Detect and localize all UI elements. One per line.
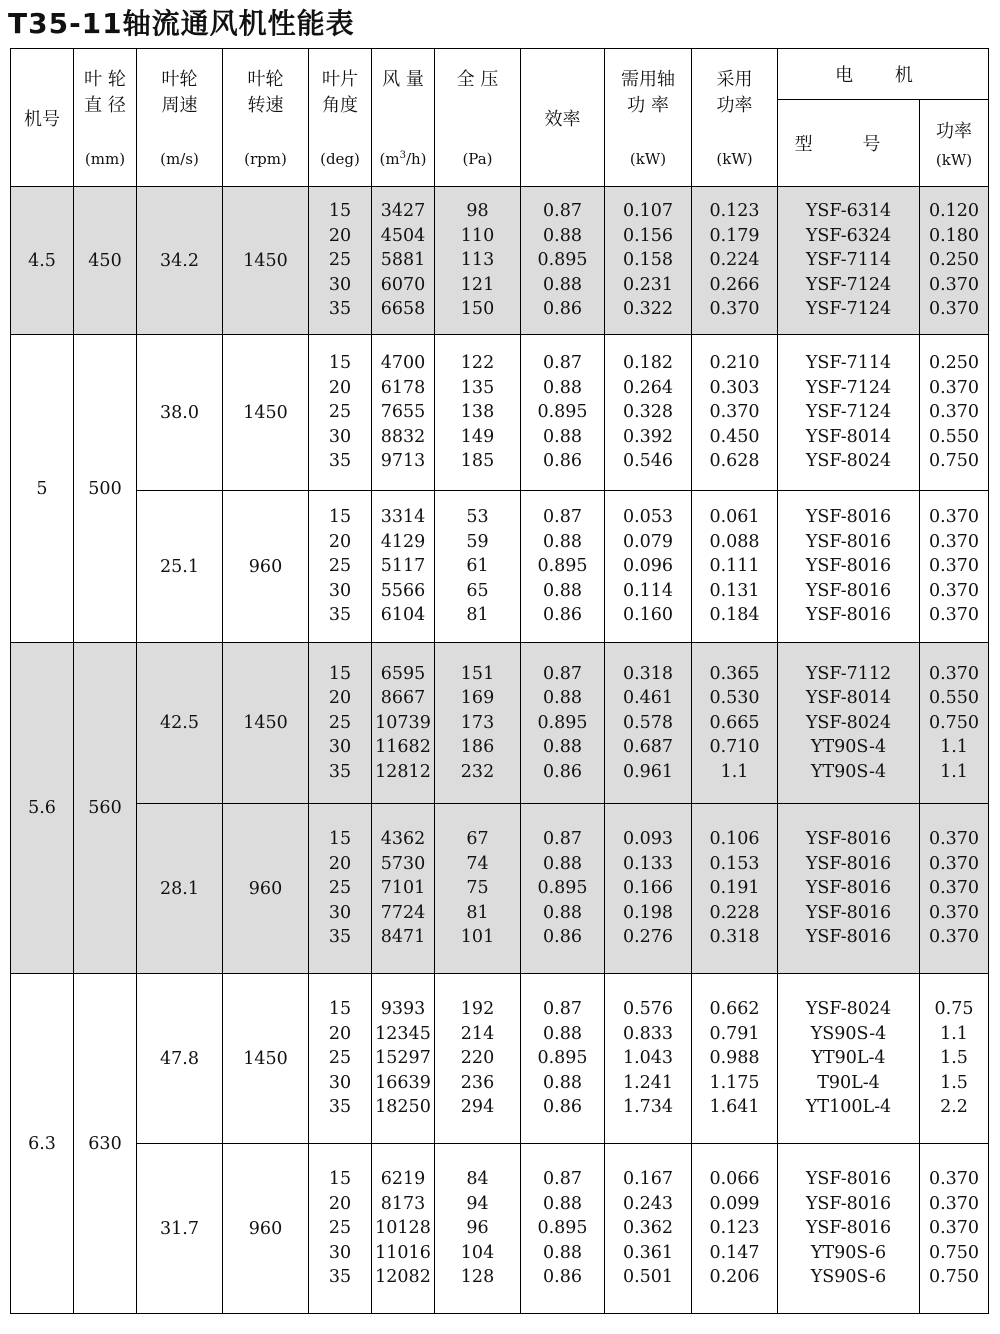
header-efficiency: 效率 <box>521 49 605 187</box>
table-row <box>11 491 989 643</box>
table-header <box>11 49 989 187</box>
header-blade-angle: 叶片 角度 (deg) <box>309 49 372 187</box>
motor-power-cell: 0.120 0.180 0.250 0.370 0.370 <box>920 187 989 335</box>
pressure-cell: 53 59 61 65 81 <box>435 491 521 643</box>
pressure-cell: 67 74 75 81 101 <box>435 804 521 974</box>
rpm-cell: 1450 <box>223 974 309 1144</box>
pressure-cell: 192 214 220 236 294 <box>435 974 521 1144</box>
header-motor: 电 机 <box>778 49 989 100</box>
motor-model-cell: YSF-6314 YSF-6324 YSF-7114 YSF-7124 YSF-7124 <box>778 187 920 335</box>
rpm-cell: 1450 <box>223 187 309 335</box>
angles-cell: 15 20 25 30 35 <box>309 643 372 804</box>
table-row <box>11 335 989 491</box>
diameter-cell: 450 <box>74 187 137 335</box>
angles-cell: 15 20 25 30 35 <box>309 974 372 1144</box>
required-power-cell: 0.576 0.833 1.043 1.241 1.734 <box>605 974 692 1144</box>
machine-no-cell: 5.6 <box>11 643 74 974</box>
airflow-cell: 3314 4129 5117 5566 6104 <box>372 491 435 643</box>
machine-no-cell: 6.3 <box>11 974 74 1314</box>
motor-power-cell: 0.250 0.370 0.370 0.550 0.750 <box>920 335 989 491</box>
motor-model-cell: YSF-7112 YSF-8014 YSF-8024 YT90S-4 YT90S-4 <box>778 643 920 804</box>
rpm-cell: 1450 <box>223 643 309 804</box>
header-airflow: 风 量 $(m^3/h)$ <box>372 49 435 187</box>
motor-power-cell: 0.75 1.1 1.5 1.5 2.2 <box>920 974 989 1144</box>
tip-speed-cell: 42.5 <box>137 643 223 804</box>
required-power-cell: 0.093 0.133 0.166 0.198 0.276 <box>605 804 692 974</box>
header-motor-power: 功率 (kW) <box>920 100 989 187</box>
tip-speed-cell: 38.0 <box>137 335 223 491</box>
pressure-cell: 122 135 138 149 185 <box>435 335 521 491</box>
tip-speed-cell: 47.8 <box>137 974 223 1144</box>
machine-no-cell: 4.5 <box>11 187 74 335</box>
angles-cell: 15 20 25 30 35 <box>309 804 372 974</box>
motor-model-cell: YSF-8016 YSF-8016 YSF-8016 YSF-8016 YSF-8016 <box>778 804 920 974</box>
motor-power-cell: 0.370 0.370 0.370 0.370 0.370 <box>920 491 989 643</box>
header-tip-speed: 叶轮 周速 (m/s) <box>137 49 223 187</box>
header-total-pressure: 全 压 (Pa) <box>435 49 521 187</box>
performance-table <box>10 48 989 1314</box>
header-adopted-power: 采用 功率 (kW) <box>692 49 778 187</box>
header-machine-no: 机号 <box>11 49 74 187</box>
pressure-cell: 98 110 113 121 150 <box>435 187 521 335</box>
rpm-cell: 960 <box>223 804 309 974</box>
machine-no-cell: 5 <box>11 335 74 643</box>
airflow-cell: 3427 4504 5881 6070 6658 <box>372 187 435 335</box>
efficiency-cell: 0.87 0.88 0.895 0.88 0.86 <box>521 491 605 643</box>
angles-cell: 15 20 25 30 35 <box>309 1144 372 1314</box>
table-row <box>11 643 989 804</box>
adopted-power-cell: 0.365 0.530 0.665 0.710 1.1 <box>692 643 778 804</box>
header-rotation-speed: 叶轮 转速 (rpm) <box>223 49 309 187</box>
airflow-cell: 9393 12345 15297 16639 18250 <box>372 974 435 1144</box>
table-row <box>11 1144 989 1314</box>
efficiency-cell: 0.87 0.88 0.895 0.88 0.86 <box>521 335 605 491</box>
efficiency-cell: 0.87 0.88 0.895 0.88 0.86 <box>521 643 605 804</box>
header-diameter: 叶 轮 直 径 (mm) <box>74 49 137 187</box>
tip-speed-cell: 34.2 <box>137 187 223 335</box>
required-power-cell: 0.318 0.461 0.578 0.687 0.961 <box>605 643 692 804</box>
required-power-cell: 0.053 0.079 0.096 0.114 0.160 <box>605 491 692 643</box>
motor-model-cell: YSF-7114 YSF-7124 YSF-7124 YSF-8014 YSF-8024 <box>778 335 920 491</box>
tip-speed-cell: 28.1 <box>137 804 223 974</box>
efficiency-cell: 0.87 0.88 0.895 0.88 0.86 <box>521 187 605 335</box>
required-power-cell: 0.167 0.243 0.362 0.361 0.501 <box>605 1144 692 1314</box>
rpm-cell: 960 <box>223 1144 309 1314</box>
page-title: T35-11轴流通风机性能表 <box>8 7 355 40</box>
airflow-cell: 4362 5730 7101 7724 8471 <box>372 804 435 974</box>
efficiency-cell: 0.87 0.88 0.895 0.88 0.86 <box>521 1144 605 1314</box>
efficiency-cell: 0.87 0.88 0.895 0.88 0.86 <box>521 974 605 1144</box>
airflow-cell: 6595 8667 10739 11682 12812 <box>372 643 435 804</box>
header-required-power: 需用轴 功 率 (kW) <box>605 49 692 187</box>
adopted-power-cell: 0.106 0.153 0.191 0.228 0.318 <box>692 804 778 974</box>
efficiency-cell: 0.87 0.88 0.895 0.88 0.86 <box>521 804 605 974</box>
angles-cell: 15 20 25 30 35 <box>309 491 372 643</box>
motor-model-cell: YSF-8016 YSF-8016 YSF-8016 YSF-8016 YSF-8016 <box>778 491 920 643</box>
table-row <box>11 804 989 974</box>
adopted-power-cell: 0.123 0.179 0.224 0.266 0.370 <box>692 187 778 335</box>
adopted-power-cell: 0.066 0.099 0.123 0.147 0.206 <box>692 1144 778 1314</box>
required-power-cell: 0.182 0.264 0.328 0.392 0.546 <box>605 335 692 491</box>
header-motor-model: 型 号 <box>778 100 920 187</box>
adopted-power-cell: 0.061 0.088 0.111 0.131 0.184 <box>692 491 778 643</box>
adopted-power-cell: 0.662 0.791 0.988 1.175 1.641 <box>692 974 778 1144</box>
motor-model-cell: YSF-8016 YSF-8016 YSF-8016 YT90S-6 YS90S-6 <box>778 1144 920 1314</box>
adopted-power-cell: 0.210 0.303 0.370 0.450 0.628 <box>692 335 778 491</box>
motor-power-cell: 0.370 0.550 0.750 1.1 1.1 <box>920 643 989 804</box>
pressure-cell: 151 169 173 186 232 <box>435 643 521 804</box>
rpm-cell: 1450 <box>223 335 309 491</box>
airflow-cell: 4700 6178 7655 8832 9713 <box>372 335 435 491</box>
pressure-cell: 84 94 96 104 128 <box>435 1144 521 1314</box>
table-row <box>11 974 989 1144</box>
motor-power-cell: 0.370 0.370 0.370 0.750 0.750 <box>920 1144 989 1314</box>
required-power-cell: 0.107 0.156 0.158 0.231 0.322 <box>605 187 692 335</box>
angles-cell: 15 20 25 30 35 <box>309 187 372 335</box>
motor-power-cell: 0.370 0.370 0.370 0.370 0.370 <box>920 804 989 974</box>
diameter-cell: 560 <box>74 643 137 974</box>
angles-cell: 15 20 25 30 35 <box>309 335 372 491</box>
diameter-cell: 500 <box>74 335 137 643</box>
diameter-cell: 630 <box>74 974 137 1314</box>
rpm-cell: 960 <box>223 491 309 643</box>
tip-speed-cell: 31.7 <box>137 1144 223 1314</box>
tip-speed-cell: 25.1 <box>137 491 223 643</box>
motor-model-cell: YSF-8024 YS90S-4 YT90L-4 T90L-4 YT100L-4 <box>778 974 920 1144</box>
airflow-cell: 6219 8173 10128 11016 12082 <box>372 1144 435 1314</box>
table-row <box>11 187 989 335</box>
table-body <box>11 187 989 1314</box>
